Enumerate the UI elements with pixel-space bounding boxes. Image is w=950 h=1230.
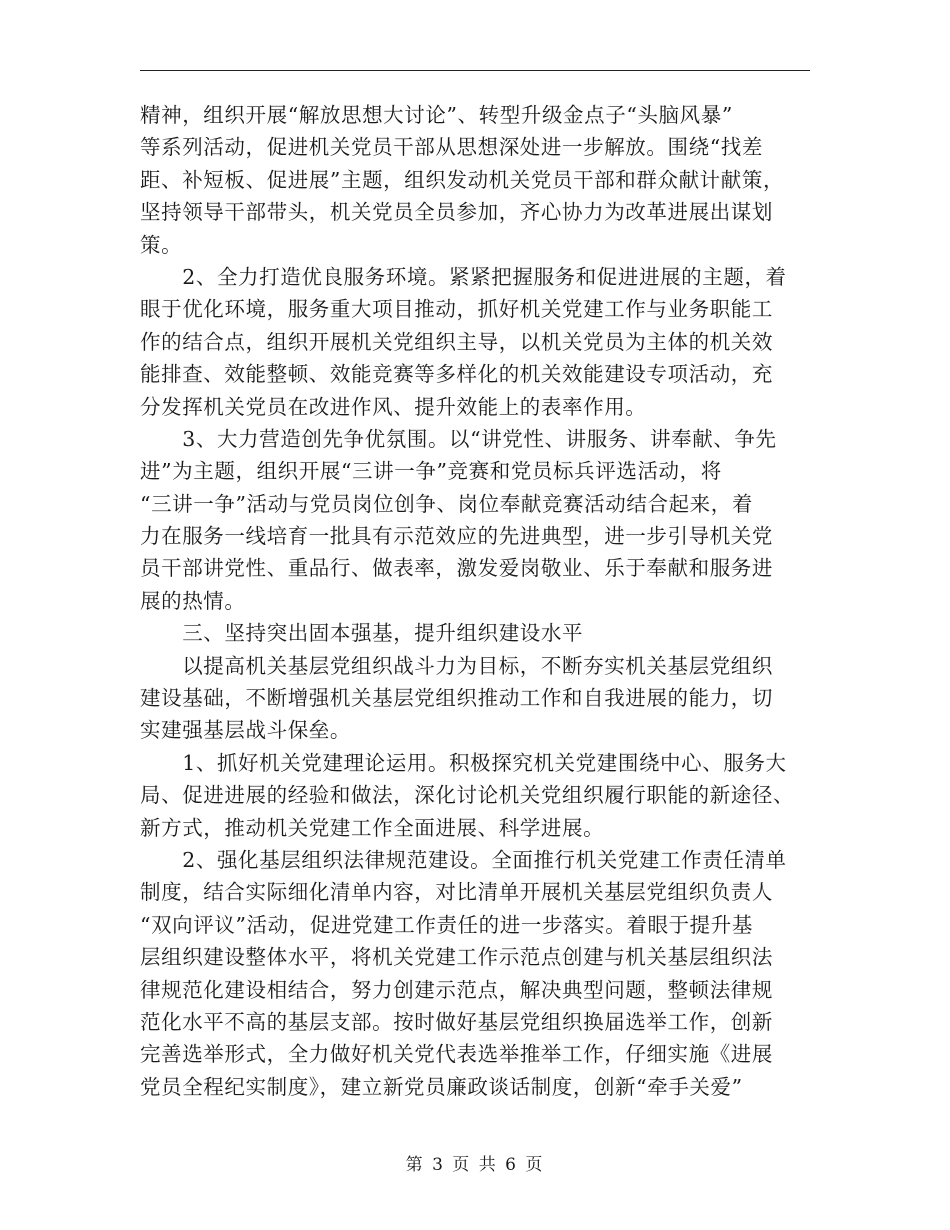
header-rule [140,70,810,71]
text-line: 距、补短板、促进展”主题，组织发动机关党员干部和群众献计献策， [140,167,785,192]
text-line: 力在服务一线培育一批具有示范效应的先进典型，进一步引导机关党 [140,524,773,549]
text-line: 局、促进进展的经验和做法，深化讨论机关党组织履行职能的新途径、 [140,783,795,808]
section-heading: 三、坚持突出固本强基，提升组织建设水平 [140,621,584,646]
text-line: 分发挥机关党员在改进作风、提升效能上的表率作用。 [140,394,647,419]
text-line: 展的热情。 [140,588,246,613]
text-line: 党员全程纪实制度》，建立新党员廉政谈话制度，创新“牵手关爱” [140,1074,743,1099]
body-text [140,99,812,1103]
text-line: 坚持领导干部带头，机关党员全员参加，齐心协力为改革进展出谋划 [140,200,773,225]
text-line: 新方式，推动机关党建工作全面进展、科学进展。 [140,815,605,840]
text-line: “三讲一争”活动与党员岗位创争、岗位奉献竞赛活动结合起来，着 [140,491,753,516]
text-line: 能排查、效能整顿、效能竞赛等多样化的机关效能建设专项活动，充 [140,362,773,387]
page-number-footer: 第 3 页 共 6 页 [405,1155,545,1175]
text-line: 等系列活动，促进机关党员干部从思想深处进一步解放。围绕“找差 [140,135,763,160]
text-line: 员干部讲党性、重品行、做表率，激发爱岗敬业、乐于奉献和服务进 [140,556,773,581]
text-line: 2、全力打造优良服务环境。紧紧把握服务和促进进展的主题，着 [140,264,787,289]
text-line: 律规范化建设相结合，努力创建示范点，解决典型问题，整顿法律规 [140,977,773,1002]
text-line: 2、强化基层组织法律规范建设。全面推行机关党建工作责任清单 [140,847,787,872]
text-line: 层组织建设整体水平，将机关党建工作示范点创建与机关基层组织法 [140,945,773,970]
text-line: 作的结合点，组织开展机关党组织主导，以机关党员为主体的机关效 [140,329,773,354]
text-line: 制度，结合实际细化清单内容，对比清单开展机关基层党组织负责人 [140,880,773,905]
text-line: 范化水平不高的基层支部。按时做好基层党组织换届选举工作，创新 [140,1009,773,1034]
text-line: 1、抓好机关党建理论运用。积极探究机关党建围绕中心、服务大 [140,750,787,775]
text-line: 实建强基层战斗保垒。 [140,718,351,743]
text-line: 完善选举形式，全力做好机关党代表选举推举工作，仔细实施《进展 [140,1042,773,1067]
text-line: 以提高机关基层党组织战斗力为目标，不断夯实机关基层党组织 [140,653,773,678]
text-line: 建设基础，不断增强机关基层党组织推动工作和自我进展的能力，切 [140,686,773,711]
text-line: 精神，组织开展“解放思想大讨论”、转型升级金点子“头脑风暴” [140,103,733,127]
text-line: 进”为主题，组织开展“三讲一争”竞赛和党员标兵评选活动，将 [140,459,722,484]
text-line: 3、大力营造创先争优氛围。以“讲党性、讲服务、讲奉献、争先 [140,426,777,451]
text-line: 策。 [140,232,183,257]
text-line: 眼于优化环境，服务重大项目推动，抓好机关党建工作与业务职能工 [140,297,773,322]
text-line: “双向评议”活动，促进党建工作责任的进一步落实。着眼于提升基 [140,912,753,937]
